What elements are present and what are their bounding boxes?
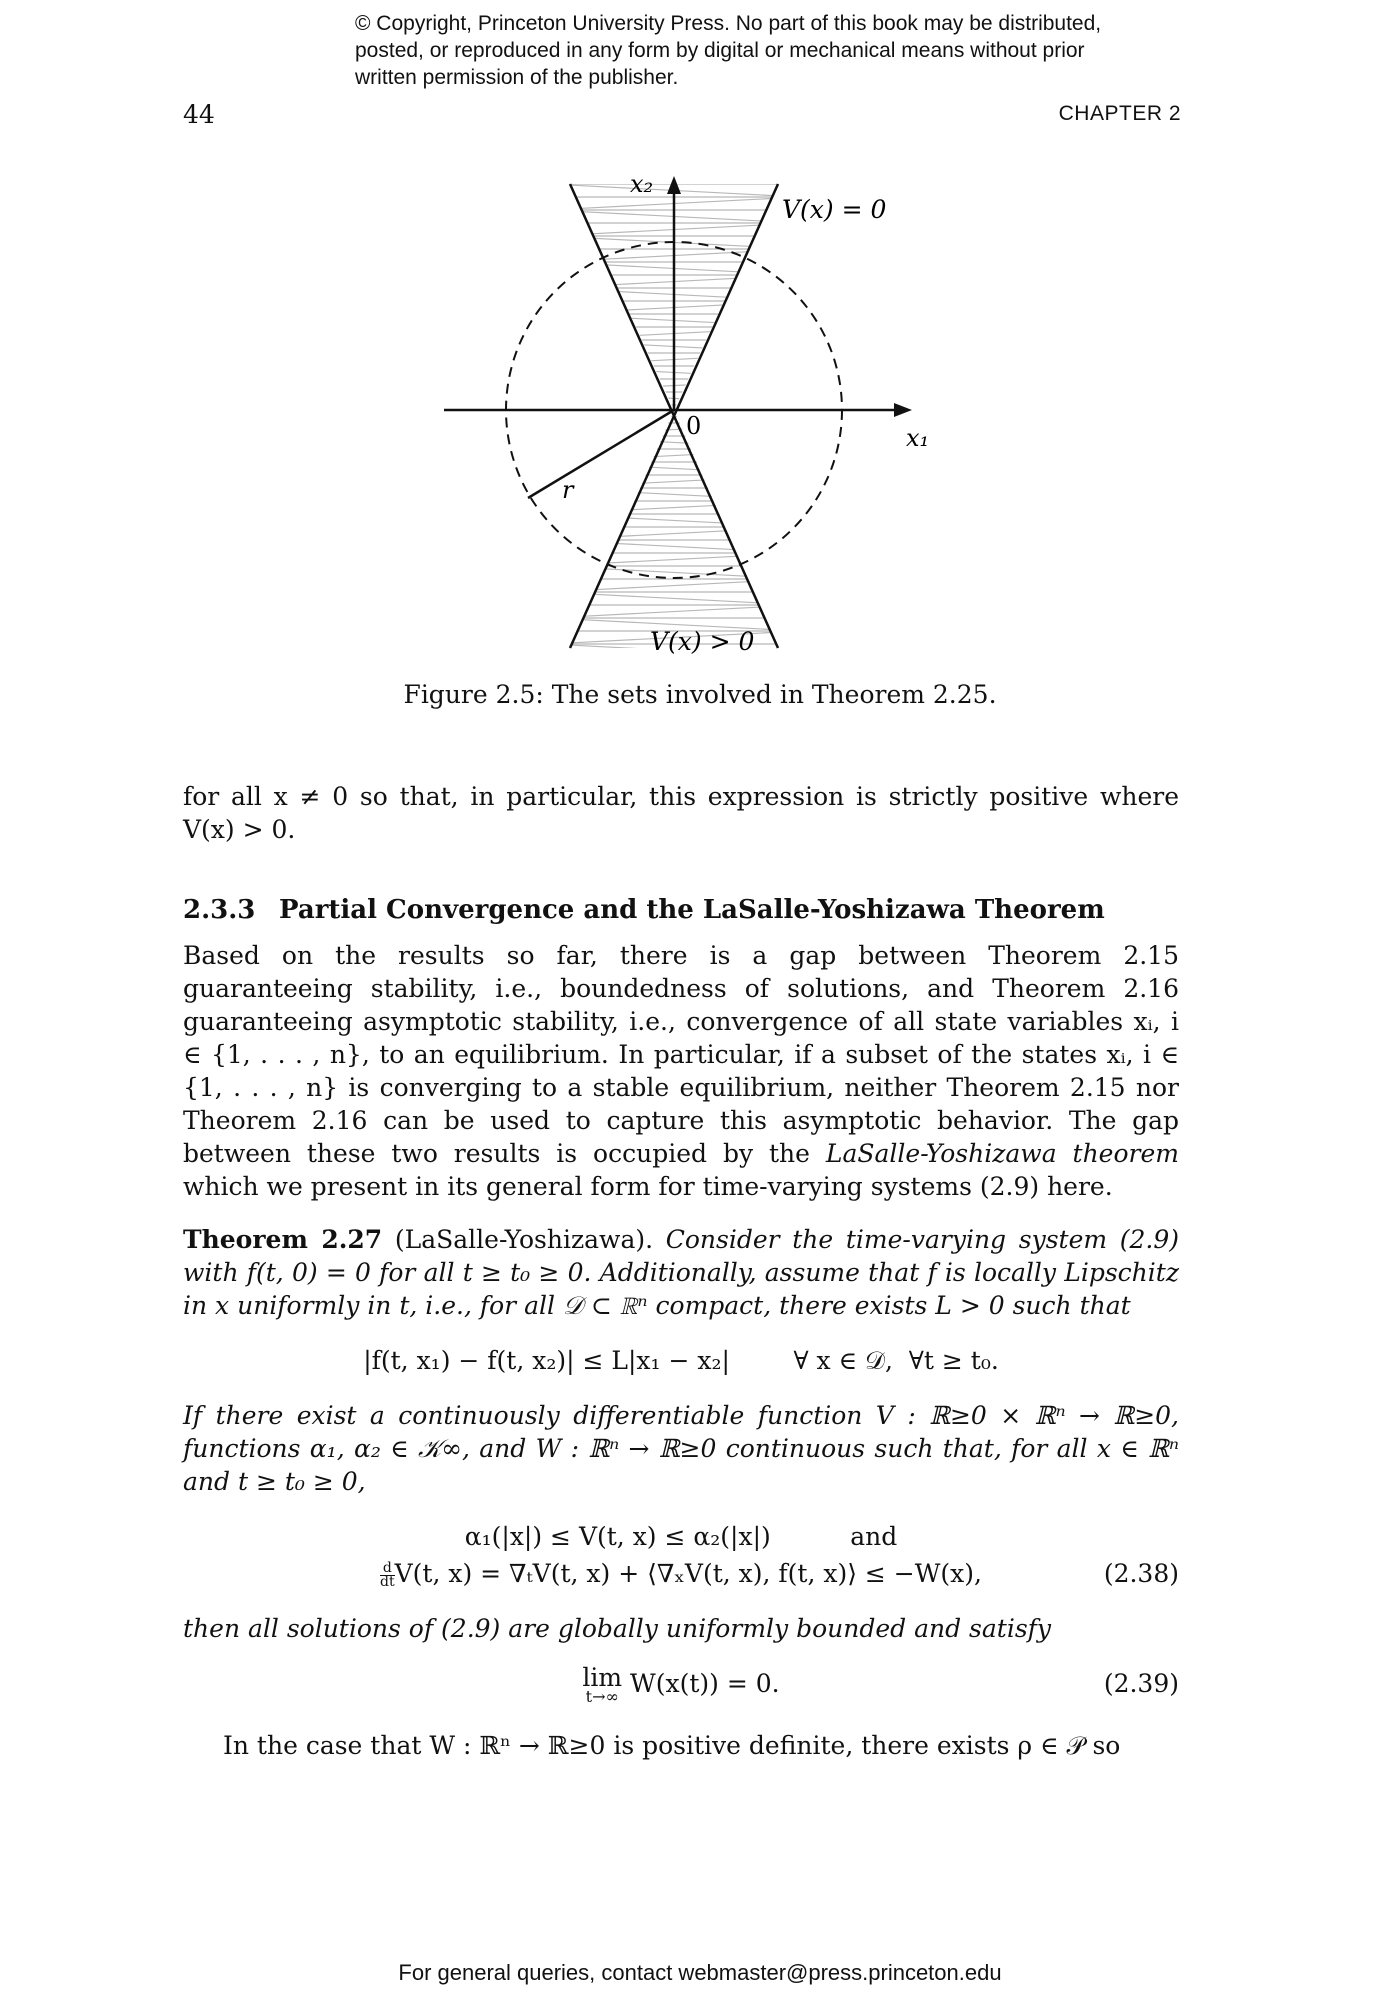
- derivative-fraction: [380, 1562, 395, 1589]
- copyright-notice: © Copyright, Princeton University Press. No part of this book may be distributed, posted, or reproduced in any form by digital or mechanical means without prior written permission of the publisher.: [355, 12, 1102, 89]
- theorem-name: (LaSalle-Yoshizawa).: [394, 1225, 654, 1254]
- lasalle-term: LaSalle-Yoshizawa theorem: [825, 1139, 1179, 1168]
- paragraph-intro: for all x ≠ 0 so that, in particular, this expression is strictly positive where V(x) > 0.: [183, 782, 1179, 844]
- equation-bounds: [183, 1520, 1179, 1553]
- limit-subscript: t→∞: [585, 1687, 619, 1706]
- theorem-conclusion: then all solutions of (2.9) are globally uniformly bounded and satisfy: [183, 1614, 1052, 1643]
- fraction-numerator: d: [380, 1562, 395, 1576]
- hatch-line: [550, 527, 800, 540]
- section-title: Partial Convergence and the LaSalle-Yoshizawa Theorem: [279, 895, 1105, 925]
- equation-limit-text: W(x(t)) = 0.: [630, 1669, 780, 1698]
- x2-label: x₂: [630, 170, 654, 198]
- radius-line: [528, 410, 674, 498]
- x1-arrow-icon: [894, 403, 912, 417]
- paragraph-gap: [183, 939, 1179, 1203]
- equation-bounds-text: α₁(|x|) ≤ V(t, x) ≤ α₂(|x|) and: [464, 1522, 898, 1551]
- hatch-line: [550, 488, 800, 501]
- hatch-line: [550, 423, 800, 436]
- hatch-line: [550, 436, 800, 449]
- equation-derivative-text: V(t, x) = ∇ₜV(t, x) + ⟨∇ₓV(t, x), f(t, x)⟩ ≤ −W(x),: [394, 1559, 982, 1588]
- limit-operator: [582, 1663, 623, 1706]
- hatch-line: [550, 540, 800, 553]
- hatch-region-bottom: [550, 410, 800, 657]
- hatch-line: [550, 553, 800, 566]
- equation-number-2-38: (2.38): [1103, 1559, 1179, 1588]
- origin-label: 0: [686, 412, 702, 440]
- limit-text: lim: [582, 1663, 623, 1692]
- hatch-line: [550, 475, 800, 488]
- paragraph-last: In the case that W : ℝⁿ → ℝ≥0 is positive definite, there exists ρ ∈ 𝒫 so: [223, 1731, 1121, 1760]
- section-heading: [183, 894, 1179, 927]
- hatch-line: [550, 592, 800, 605]
- page-body: [183, 780, 1179, 1762]
- hatch-line: [550, 501, 800, 514]
- hatch-line: [550, 579, 800, 592]
- theorem-condition: If there exist a continuously differentiable function V : ℝ≥0 × ℝⁿ → ℝ≥0, functions α₁, α₂ ∈ 𝒦∞, and W : ℝⁿ → ℝ≥0 continuous such that, for all x ∈ ℝⁿ and t ≥ t₀ ≥ 0,: [183, 1401, 1179, 1496]
- footer-contact: For general queries, contact webmaster@press.princeton.edu: [398, 1960, 1002, 1985]
- hatch-line: [550, 449, 800, 462]
- theorem-label: Theorem 2.27: [183, 1225, 383, 1254]
- equation-lipschitz: [183, 1344, 1179, 1377]
- hatch-line: [550, 514, 800, 527]
- equation-lipschitz-text: |f(t, x₁) − f(t, x₂)| ≤ L|x₁ − x₂| ∀ x ∈ 𝒟, ∀t ≥ t₀.: [363, 1346, 999, 1375]
- fraction-denominator: dt: [380, 1574, 395, 1590]
- figure-caption: Figure 2.5: The sets involved in Theorem 2.25.: [403, 680, 997, 709]
- hatch-line: [550, 462, 800, 475]
- x1-label: x₁: [906, 424, 930, 452]
- equation-limit: [183, 1663, 1179, 1706]
- radius-label: r: [562, 476, 574, 504]
- equation-derivative: [183, 1557, 1179, 1590]
- equation-number-2-39: (2.39): [1103, 1669, 1179, 1698]
- paragraph-gap-text: Based on the results so far, there is a gap between Theorem 2.15 guaranteeing stability, i.e., boundedness of solutions, and Theorem 2.16 guaranteeing asymptotic stability, i.e., convergence of all state variables xᵢ, i ∈ {1, . . . , n}, to an equilibrium. In particular, if a subset of the states xᵢ, i ∈ {1, . . . , n} is converging to a stable equilibrium, neither Theorem 2.15 nor Theorem 2.16 can be used to capture this asymptotic behavior. The gap between these two results is occupied by the: [183, 941, 1179, 1168]
- theorem-statement: [183, 1223, 1179, 1322]
- page-number: 44: [183, 100, 215, 129]
- figure-2-5: [430, 168, 970, 668]
- equation-2-38: [183, 1557, 1179, 1590]
- bottom-region-label: V(x) > 0: [650, 627, 755, 656]
- equation-2-39: [183, 1663, 1179, 1707]
- theorem-body: Consider the time-varying system (2.9) with f(t, 0) = 0 for all t ≥ t₀ ≥ 0. Additionally, assume that f is locally Lipschitz in x uniformly in t, i.e., for all 𝒟 ⊂ ℝⁿ compact, there exists L > 0 such that: [183, 1225, 1179, 1320]
- section-number: 2.3.3: [183, 895, 256, 925]
- top-region-label: V(x) = 0: [782, 195, 887, 224]
- paragraph-gap-tail: which we present in its general form for time-varying systems (2.9) here.: [183, 1172, 1113, 1201]
- x2-arrow-icon: [667, 176, 681, 194]
- chapter-header: CHAPTER 2: [1058, 102, 1181, 125]
